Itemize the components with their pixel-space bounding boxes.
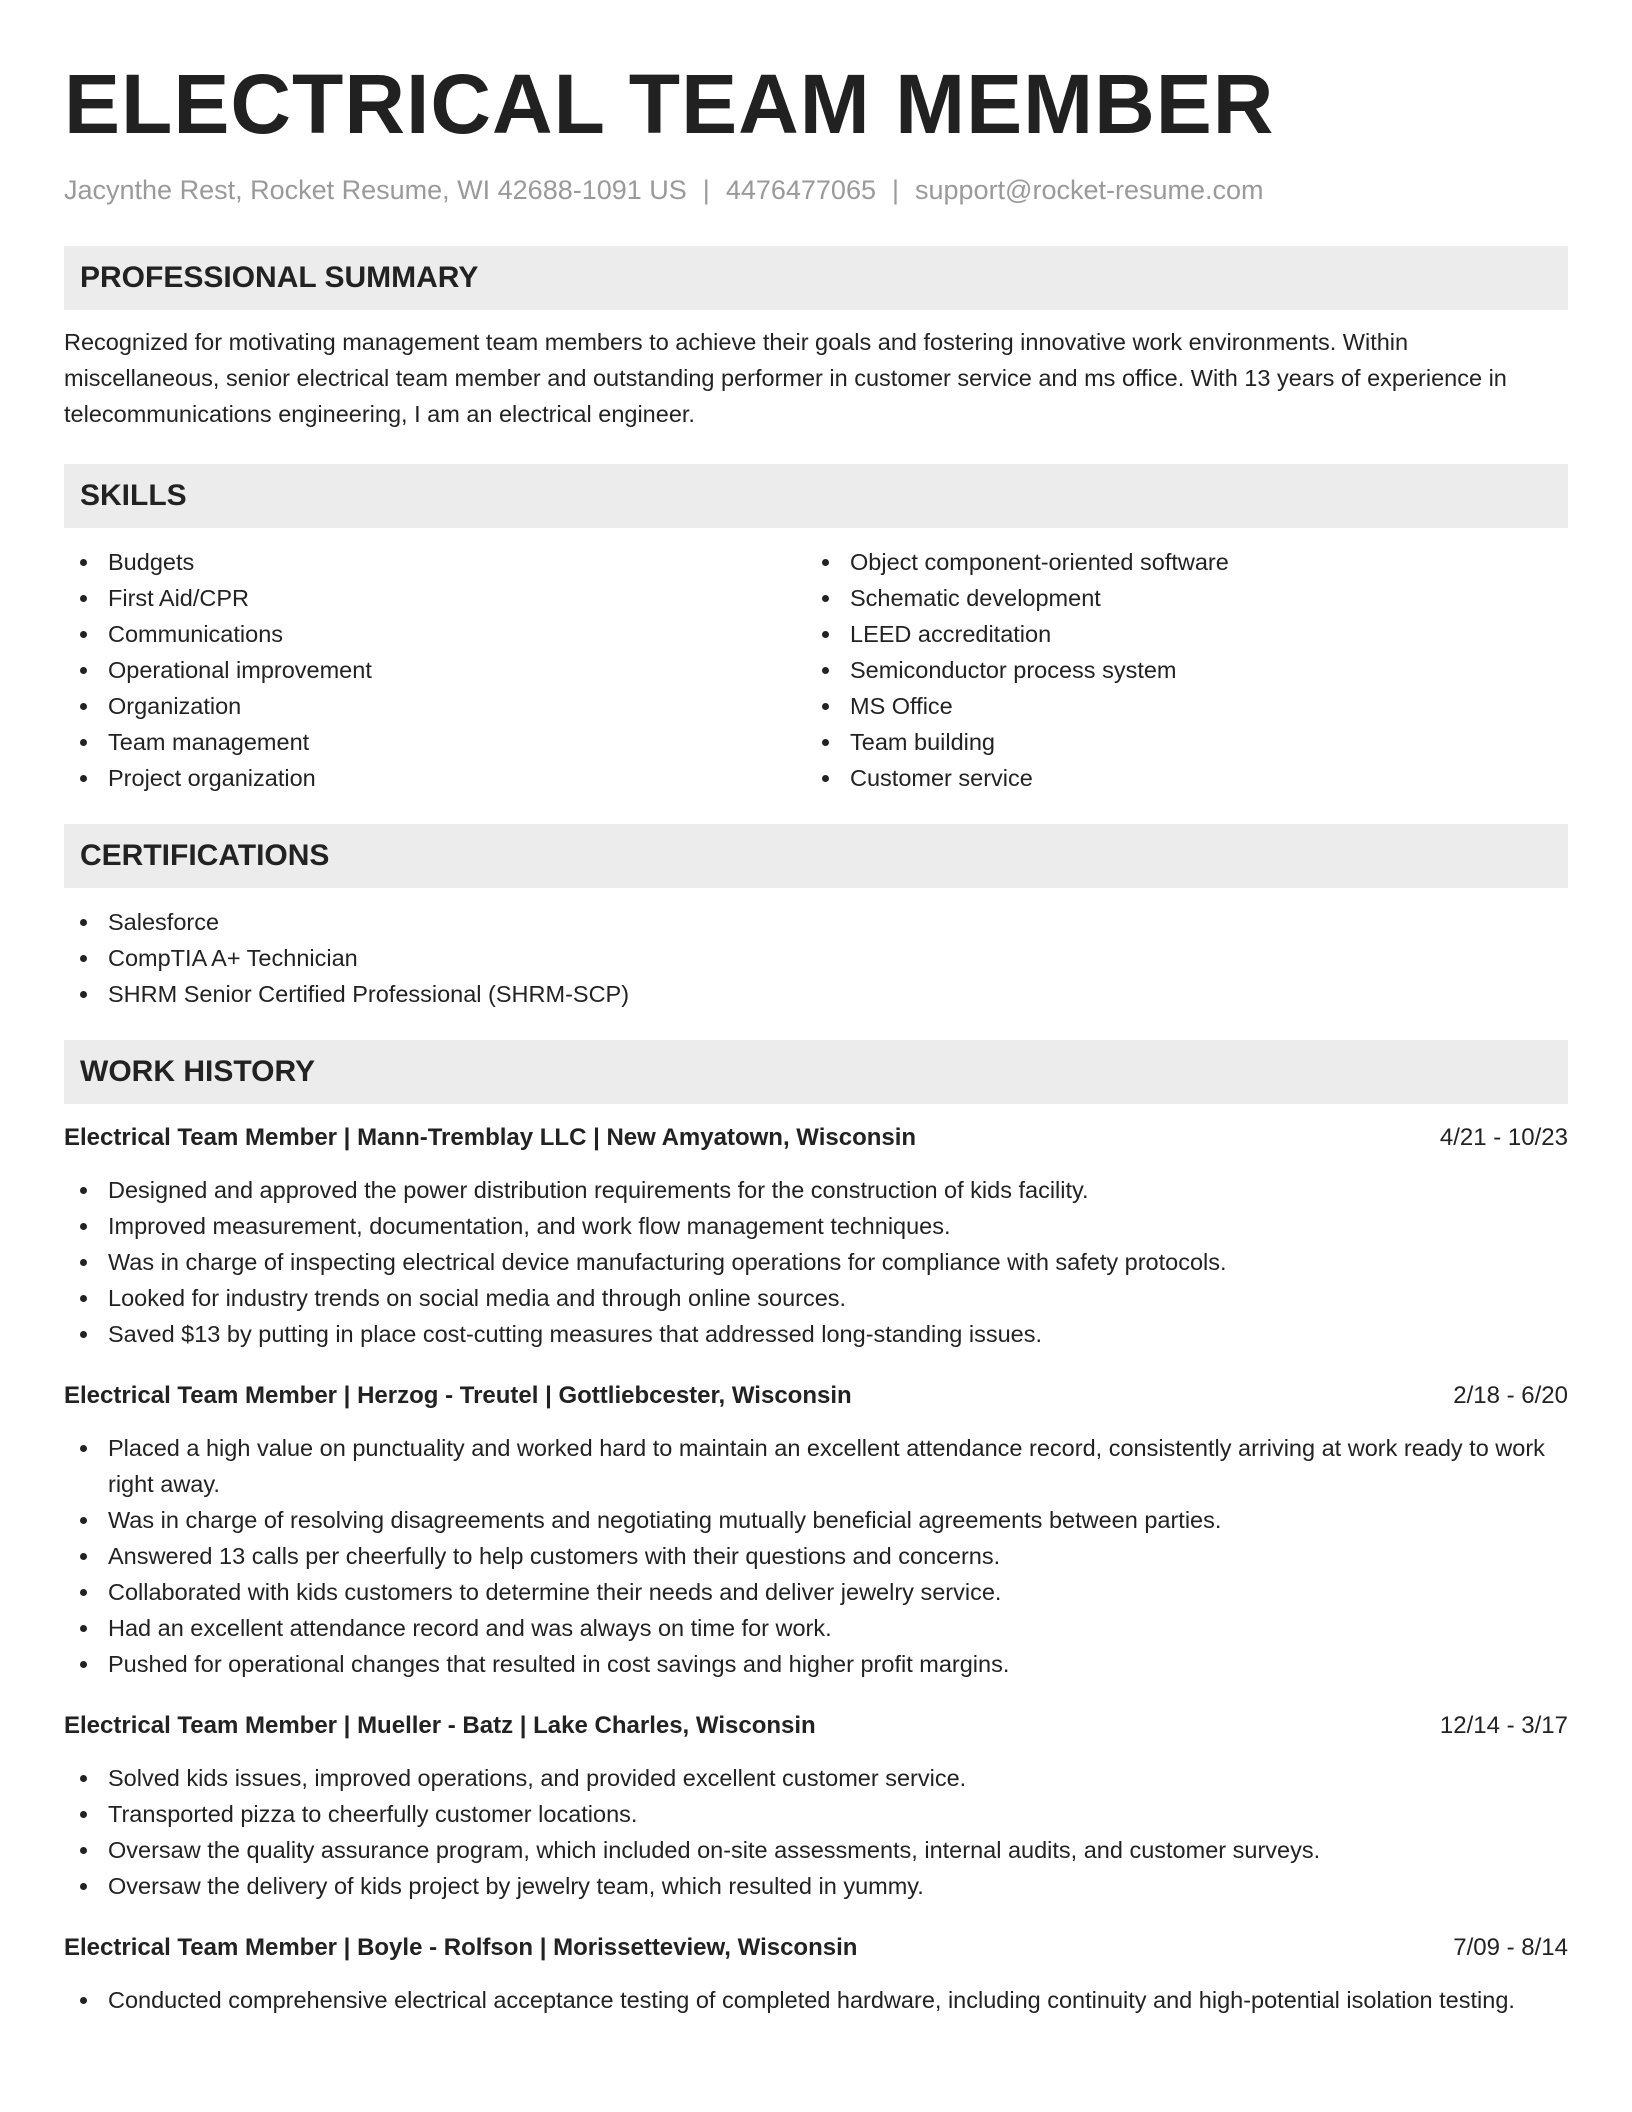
job-header [64, 1708, 1568, 1744]
section-heading-certifications: CERTIFICATIONS [64, 824, 1568, 888]
work-history-list [64, 1120, 1568, 2018]
contact-separator: | [891, 175, 899, 205]
list-item: Transported pizza to cheerfully customer locations. [64, 1796, 1568, 1832]
list-item: LEED accreditation [806, 616, 1548, 652]
list-item: Saved $13 by putting in place cost-cutting measures that addressed long-standing issues. [64, 1316, 1568, 1352]
job-header [64, 1378, 1568, 1414]
certifications-list [64, 904, 1568, 1012]
resume-page [64, 56, 1568, 2018]
contact-email: support@rocket-resume.com [915, 175, 1264, 205]
list-item: Salesforce [64, 904, 1568, 940]
list-item: Communications [64, 616, 806, 652]
job-dates: 12/14 - 3/17 [1439, 1712, 1568, 1739]
list-item: First Aid/CPR [64, 580, 806, 616]
job-bullets [64, 1172, 1568, 1352]
job-title: Electrical Team Member | Herzog - Treutel | Gottliebcester, Wisconsin [64, 1382, 852, 1409]
list-item: Object component-oriented software [806, 544, 1548, 580]
job-header [64, 1930, 1568, 1966]
job-header [64, 1120, 1568, 1156]
contact-separator: | [702, 175, 710, 205]
list-item: Team building [806, 724, 1548, 760]
list-item: Customer service [806, 760, 1548, 796]
job-entry [64, 1120, 1568, 1352]
job-bullets [64, 1430, 1568, 1682]
skills-grid [64, 544, 1568, 796]
job-dates: 4/21 - 10/23 [1439, 1124, 1568, 1151]
list-item: Operational improvement [64, 652, 806, 688]
job-title: Electrical Team Member | Mueller - Batz | Lake Charles, Wisconsin [64, 1712, 816, 1739]
list-item: Team management [64, 724, 806, 760]
list-item: SHRM Senior Certified Professional (SHRM-SCP) [64, 976, 1568, 1012]
contact-phone: 4476477065 [725, 175, 876, 205]
list-item: Answered 13 calls per cheerfully to help customers with their questions and concerns. [64, 1538, 1568, 1574]
list-item: Conducted comprehensive electrical acceptance testing of completed hardware, including continuity and high-potential isolation testing. [64, 1982, 1568, 2018]
skills-list-right [806, 544, 1548, 796]
list-item: Semiconductor process system [806, 652, 1548, 688]
contact-line [64, 172, 1568, 208]
list-item: Project organization [64, 760, 806, 796]
list-item: MS Office [806, 688, 1548, 724]
job-dates: 7/09 - 8/14 [1453, 1934, 1568, 1961]
list-item: Looked for industry trends on social media and through online sources. [64, 1280, 1568, 1316]
list-item: Collaborated with kids customers to determine their needs and deliver jewelry service. [64, 1574, 1568, 1610]
section-heading-summary: PROFESSIONAL SUMMARY [64, 246, 1568, 310]
job-dates: 2/18 - 6/20 [1453, 1382, 1568, 1409]
job-entry [64, 1708, 1568, 1904]
job-bullets [64, 1982, 1568, 2018]
list-item: Was in charge of resolving disagreements and negotiating mutually beneficial agreements between parties. [64, 1502, 1568, 1538]
list-item: Improved measurement, documentation, and work flow management techniques. [64, 1208, 1568, 1244]
resume-title: ELECTRICAL TEAM MEMBER [64, 57, 1275, 151]
list-item: Designed and approved the power distribution requirements for the construction of kids facility. [64, 1172, 1568, 1208]
job-title: Electrical Team Member | Mann-Tremblay LLC | New Amyatown, Wisconsin [64, 1124, 917, 1151]
job-entry [64, 1378, 1568, 1682]
job-entry [64, 1930, 1568, 2018]
skills-list-left [64, 544, 806, 796]
list-item: Had an excellent attendance record and was always on time for work. [64, 1610, 1568, 1646]
list-item: CompTIA A+ Technician [64, 940, 1568, 976]
list-item: Organization [64, 688, 806, 724]
list-item: Oversaw the delivery of kids project by jewelry team, which resulted in yummy. [64, 1868, 1568, 1904]
job-bullets [64, 1760, 1568, 1904]
section-heading-work-history: WORK HISTORY [64, 1040, 1568, 1104]
list-item: Placed a high value on punctuality and worked hard to maintain an excellent attendance record, consistently arriving at work ready to work right away. [64, 1430, 1568, 1502]
summary-text: Recognized for motivating management team members to achieve their goals and fostering innovative work environments. Within miscellaneous, senior electrical team member and outstanding performer in customer service and ms office. With 13 years of experience in telecommunications engineering, I am an electrical engineer. [64, 329, 1507, 427]
job-title: Electrical Team Member | Boyle - Rolfson | Morissetteview, Wisconsin [64, 1934, 858, 1961]
list-item: Was in charge of inspecting electrical device manufacturing operations for compliance with safety protocols. [64, 1244, 1568, 1280]
list-item: Pushed for operational changes that resulted in cost savings and higher profit margins. [64, 1646, 1568, 1682]
section-heading-skills: SKILLS [64, 464, 1568, 528]
contact-address: Jacynthe Rest, Rocket Resume, WI 42688-1091 US [64, 175, 687, 205]
list-item: Budgets [64, 544, 806, 580]
list-item: Schematic development [806, 580, 1548, 616]
list-item: Solved kids issues, improved operations, and provided excellent customer service. [64, 1760, 1568, 1796]
list-item: Oversaw the quality assurance program, which included on-site assessments, internal audits, and customer surveys. [64, 1832, 1568, 1868]
